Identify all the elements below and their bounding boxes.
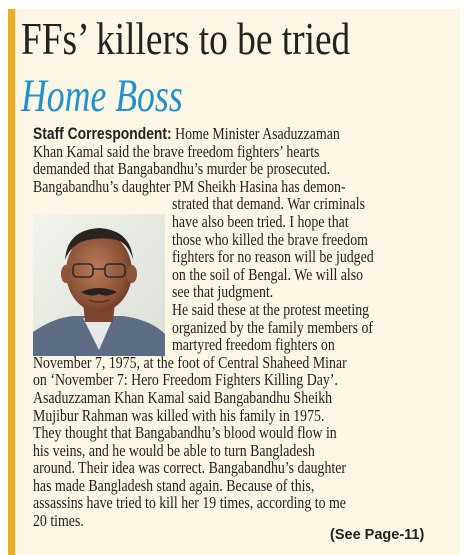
byline: Staff Correspondent: [33, 125, 172, 143]
body-line: November 7, 1975, at the foot of Central Shaheed Minar [33, 352, 347, 372]
body-line: 20 times. [33, 511, 84, 531]
body-line: Mujibur Rahman was killed with his family in 1975. [33, 405, 325, 425]
body-line: his veins, and he would be able to turn Bangladesh [33, 440, 315, 460]
body-line: on the soil of Bengal. We will also [172, 264, 364, 284]
body-line: Khan Kamal said the brave freedom fighters’ hearts [33, 141, 320, 161]
article-body [33, 125, 468, 530]
body-line: have also been tried. I hope that [172, 211, 349, 231]
headline: FFs’ killers to be tried [21, 14, 351, 64]
body-line: They thought that Bangabandhu’s blood would flow in [33, 423, 337, 443]
body-line: organized by the family members of [172, 317, 374, 337]
body-line: strated that demand. War criminals [172, 194, 366, 214]
body-line: He said these at the protest meeting [172, 299, 370, 319]
body-line: Staff Correspondent: Home Minister Asaduzzaman [33, 124, 340, 143]
body-line: see that judgment. [172, 282, 274, 302]
body-line: martyred freedom fighters on [172, 335, 335, 355]
body-line: demanded that Bangabandhu’s murder be prosecuted. [33, 159, 331, 179]
body-line: has made Bangladesh stand again. Because of this, [33, 475, 315, 495]
body-line: on ‘November 7: Hero Freedom Fighters Killing Day’. [33, 370, 338, 390]
accent-bar [8, 9, 15, 555]
body-line: assassins have tried to kill her 19 times, according to me [33, 493, 346, 513]
body-line: Bangabandhu’s daughter PM Sheikh Hasina has demon- [33, 176, 346, 196]
body-line: around. Their idea was correct. Bangabandhu’s daughter [33, 458, 347, 478]
subhead: Home Boss [21, 70, 183, 122]
see-page-reference: (See Page-11) [330, 527, 425, 543]
body-line: Asaduzzaman Khan Kamal said Bangabandhu Sheikh [33, 387, 333, 407]
body-line: those who killed the brave freedom [172, 229, 368, 249]
body-line: fighters for no reason will be judged [172, 247, 374, 267]
